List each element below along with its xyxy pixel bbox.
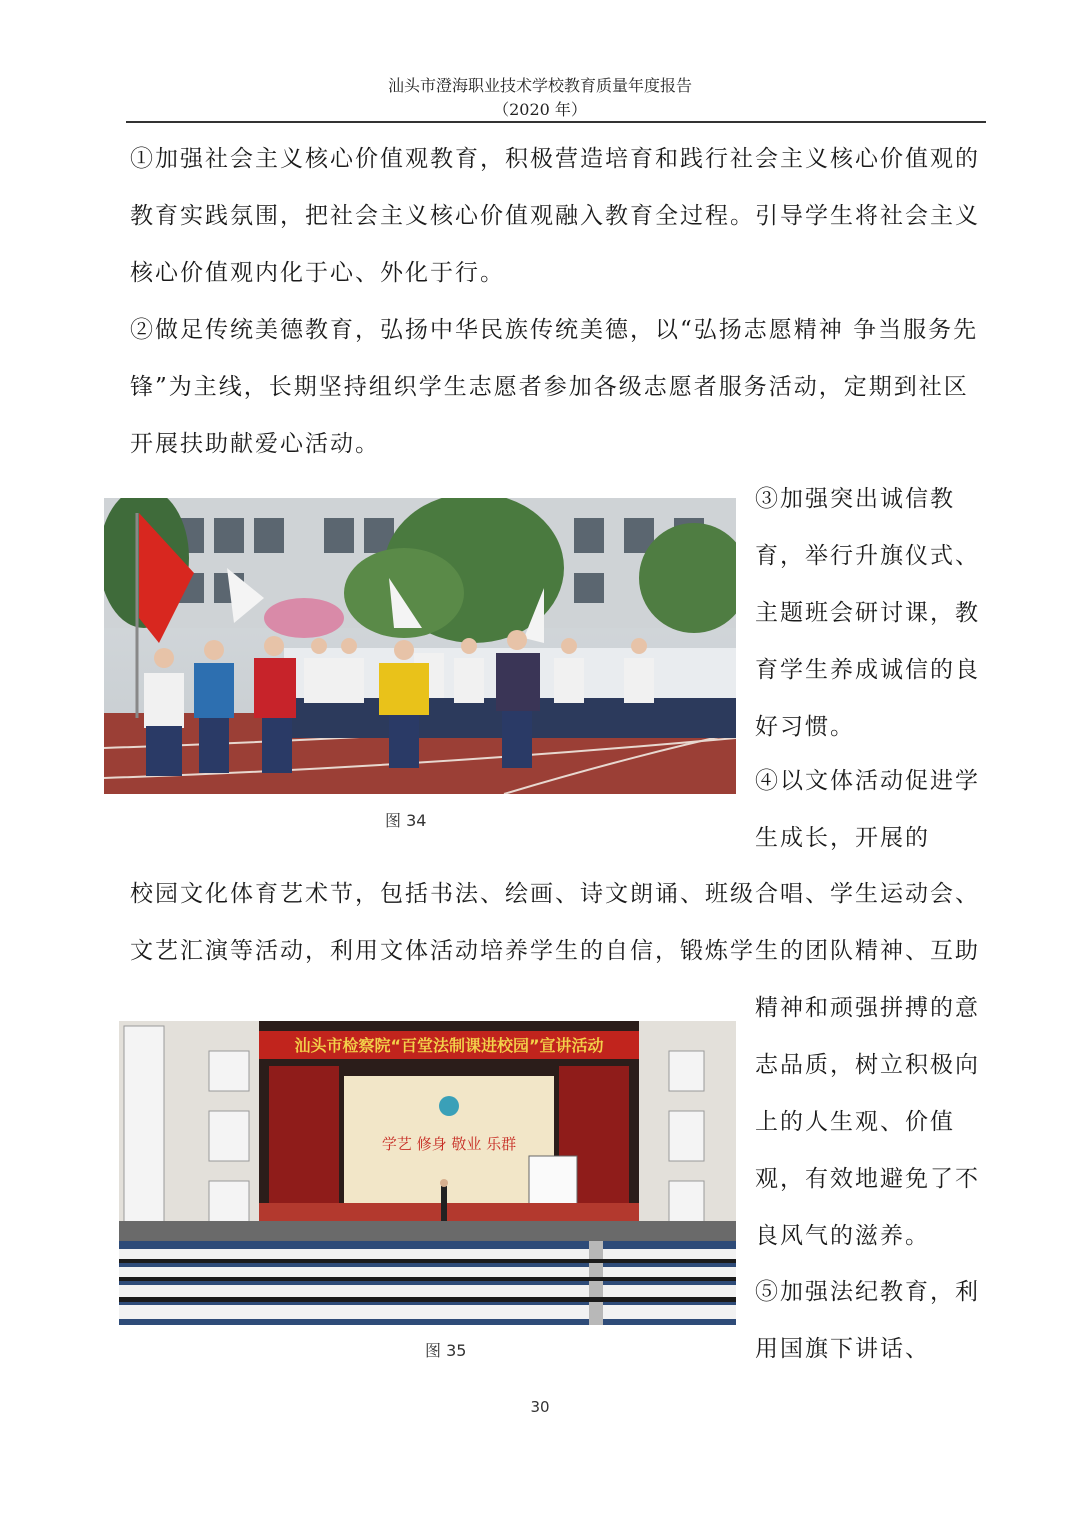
paragraph-traditional-virtue: ②做足传统美德教育，弘扬中华民族传统美德，以“弘扬志愿精神 争当服务先锋”为主线，长期坚持组织学生志愿者参加各级志愿者服务活动，定期到社区开展扶助献爱心活动。 [130,317,979,457]
paragraph-sports-culture: 校园文化体育艺术节，包括书法、绘画、诗文朗诵、班级合唱、学生运动会、文艺汇演等活动，利用文体活动培养学生的自信，锻炼学生的团队精神、互助 [130,881,980,964]
figure-34-photo [104,498,736,794]
report-title: 汕头市澄海职业技术学校教育质量年度报告 [387,76,692,95]
report-year: （2020 年） [493,100,587,119]
figure-35-caption: 图 35 [425,1341,467,1360]
paragraph-core-values: ①加强社会主义核心价值观教育，积极营造培育和践行社会主义核心价值观的教育实践氛围，把社会主义核心价值观融入教育全过程。引导学生将社会主义核心价值观内化于心、外化于行。 [130,146,980,286]
paragraph-legal-education: ⑤加强法纪教育，利用国旗下讲话、 [755,1279,980,1362]
page-header [0,74,1080,122]
figure-34-caption: 图 34 [385,811,427,830]
header-divider [126,121,986,123]
stage-banner-text: 汕头市检察院“百堂法制课进校园”宣讲活动 [294,1036,604,1055]
paragraph-integrity-education: ③加强突出诚信教育，举行升旗仪式、主题班会研讨课，教育学生养成诚信的良好习惯。 [755,486,980,740]
figure-35-photo [119,1021,736,1325]
page-number: 30 [530,1398,550,1416]
paragraph-sports-culture-intro: ④以文体活动促进学生成长，开展的 [755,768,980,851]
paragraph-sports-culture-cont: 精神和顽强拼搏的意志品质，树立积极向上的人生观、价值观，有效地避免了不良风气的滋养。 [755,995,980,1249]
backdrop-motto: 学艺 修身 敬业 乐群 [381,1135,517,1153]
